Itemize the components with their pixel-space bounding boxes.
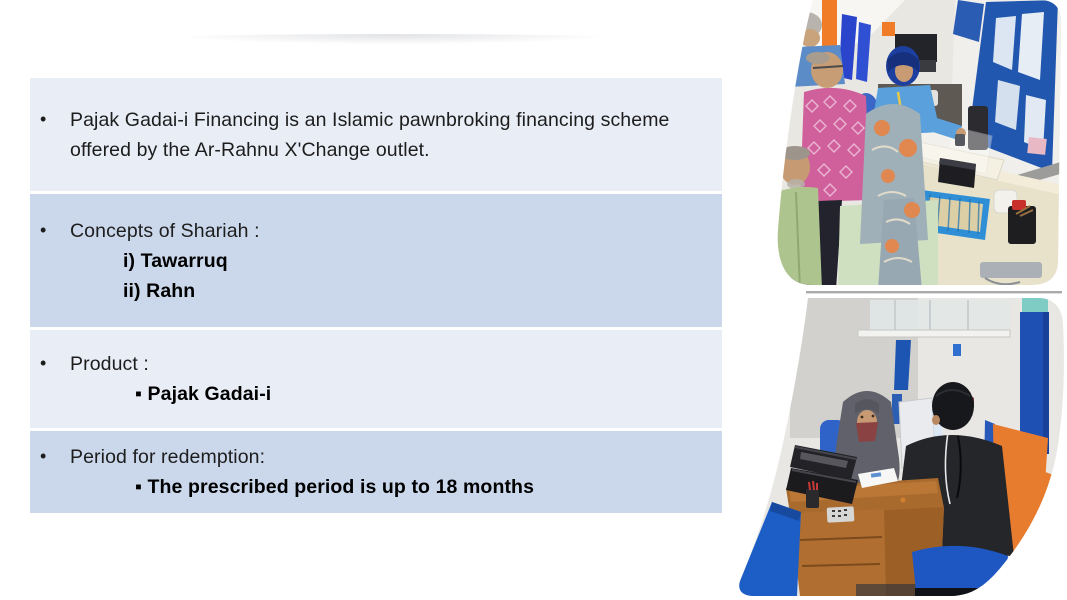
acrylic-panel: [894, 114, 992, 174]
floor-shadow: [856, 584, 1016, 596]
counter-desk: [868, 138, 1067, 290]
customer-chair: [912, 546, 1008, 596]
row-text: [40, 105, 682, 165]
bullet-icon: •: [40, 353, 47, 373]
photo-divider-line: [806, 291, 1062, 293]
sub-item-rahn: ii) Rahn: [123, 279, 196, 302]
customer-floral-hijab: [838, 104, 938, 290]
bullet-icon: •: [40, 108, 47, 129]
money-counter: [938, 158, 976, 188]
notice-board: [953, 0, 1058, 172]
wall: [727, 296, 1067, 600]
desk-accessories: [806, 468, 906, 523]
row-text: [40, 216, 682, 246]
customer-black-jacket: [893, 382, 1014, 556]
wall-fixture: [961, 397, 974, 408]
printer: [878, 34, 962, 126]
monitor: [899, 398, 944, 481]
orange-partition: [983, 420, 1067, 562]
board-rail: [948, 160, 1067, 206]
staff-gray-hijab: [820, 391, 900, 490]
blue-basket: [916, 190, 990, 240]
bullet-icon: •: [40, 219, 47, 240]
row-text: [40, 442, 682, 472]
blue-floor: [738, 502, 801, 596]
row-text: [40, 349, 682, 379]
office-chair: [853, 93, 879, 131]
row-text-value: Pajak Gadai-i Financing is an Islamic pawnbroking financing scheme offered by the Ar-Rahnu X'Change outlet.: [70, 108, 670, 161]
desk-items: [980, 190, 1042, 284]
content-rows: [30, 78, 722, 516]
customer-elderly-top: [770, 12, 845, 88]
wall-sockets: [968, 106, 988, 150]
ceiling: [770, 0, 905, 80]
bullet-row-financing: [30, 78, 722, 191]
sub-item-prescribed-period: ▪ The prescribed period is up to 18 months: [135, 476, 535, 498]
row-text-value: Period for redemption:: [70, 446, 266, 468]
photo-bottom: [727, 296, 1067, 600]
bullet-row-shariah-concepts: [30, 194, 722, 327]
title-divider-shadow: [88, 34, 700, 48]
customer-pink-shirt: [790, 52, 870, 290]
bullet-icon: •: [40, 446, 47, 466]
glass-partition: [858, 300, 1010, 424]
pillar-stripes: [822, 0, 895, 82]
right-wall: [945, 0, 1067, 290]
wall: [770, 0, 1067, 290]
blue-column: [1020, 298, 1049, 454]
bullet-row-redemption-period: [30, 431, 722, 513]
sub-item-pajak-gadai: ▪ Pajak Gadai-i: [135, 383, 272, 405]
bullet-row-product: [30, 330, 722, 428]
customer-green-shirt: [766, 146, 822, 290]
letter-trays: [786, 445, 858, 504]
blue-floor-edge: [770, 502, 801, 521]
service-desk: [786, 478, 944, 596]
sub-item-tawarruq: i) Tawarruq: [123, 249, 228, 272]
row-text-value: Concepts of Shariah :: [70, 219, 260, 242]
row-text-value: Product :: [70, 353, 149, 375]
teller-blue-hijab: [870, 46, 966, 146]
gray-wall: [790, 298, 918, 438]
photo-top: [766, 0, 1067, 290]
